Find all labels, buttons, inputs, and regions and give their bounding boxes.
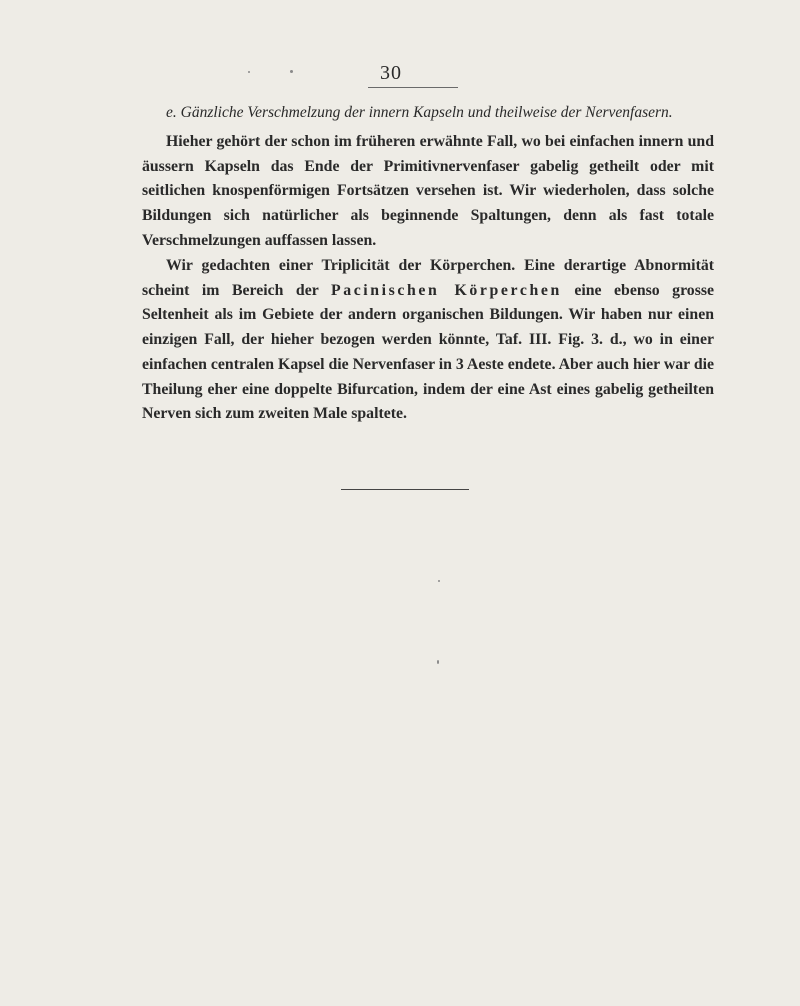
page-number: 30 <box>380 62 402 84</box>
paper-speck <box>438 580 440 582</box>
paper-speck <box>437 660 439 664</box>
paper-speck <box>290 70 293 73</box>
page-number-rule <box>368 87 458 88</box>
paragraph-2 <box>142 254 714 427</box>
section-heading: e. Gänzliche Verschmelzung der innern Kapseln und theilweise der Nervenfasern. <box>166 104 673 121</box>
paper-speck <box>248 71 250 73</box>
end-rule <box>341 489 469 490</box>
paragraph-1 <box>142 130 714 254</box>
paragraph-1-text: Hieher gehört der schon im früheren erwähnte Fall, wo bei einfachen innern und äussern Kapseln das Ende der Primitivnervenfaser gabelig getheilt oder mit seitlichen knospenförmigen Fortsätzen versehen ist. Wir wiederholen, dass solche Bildungen sich natürlicher als beginnende Spaltungen, denn als fast totale Verschmelzungen auffassen lassen. <box>142 133 714 249</box>
paragraph-2-before: Wir gedachten einer Triplicität der Körperchen. Eine derartige Abnormität scheint im Bereich der <box>142 257 714 299</box>
paragraph-2-after: eine ebenso grosse Seltenheit als im Gebiete der andern organischen Bildungen. Wir haben nur einen einzigen Fall, der hieher bezogen werden könnte, Taf. III. Fig. 3. d., wo in einer einfachen centralen Kapsel die Nervenfaser in 3 Aeste endete. Aber auch hier war die Theilung eher eine doppelte Bifurcation, indem der eine Ast eines gabelig getheilten Nerven sich zum zweiten Male spaltete. <box>142 281 715 423</box>
paragraph-2-spaced-term: Pacinischen Körperchen <box>330 281 562 299</box>
